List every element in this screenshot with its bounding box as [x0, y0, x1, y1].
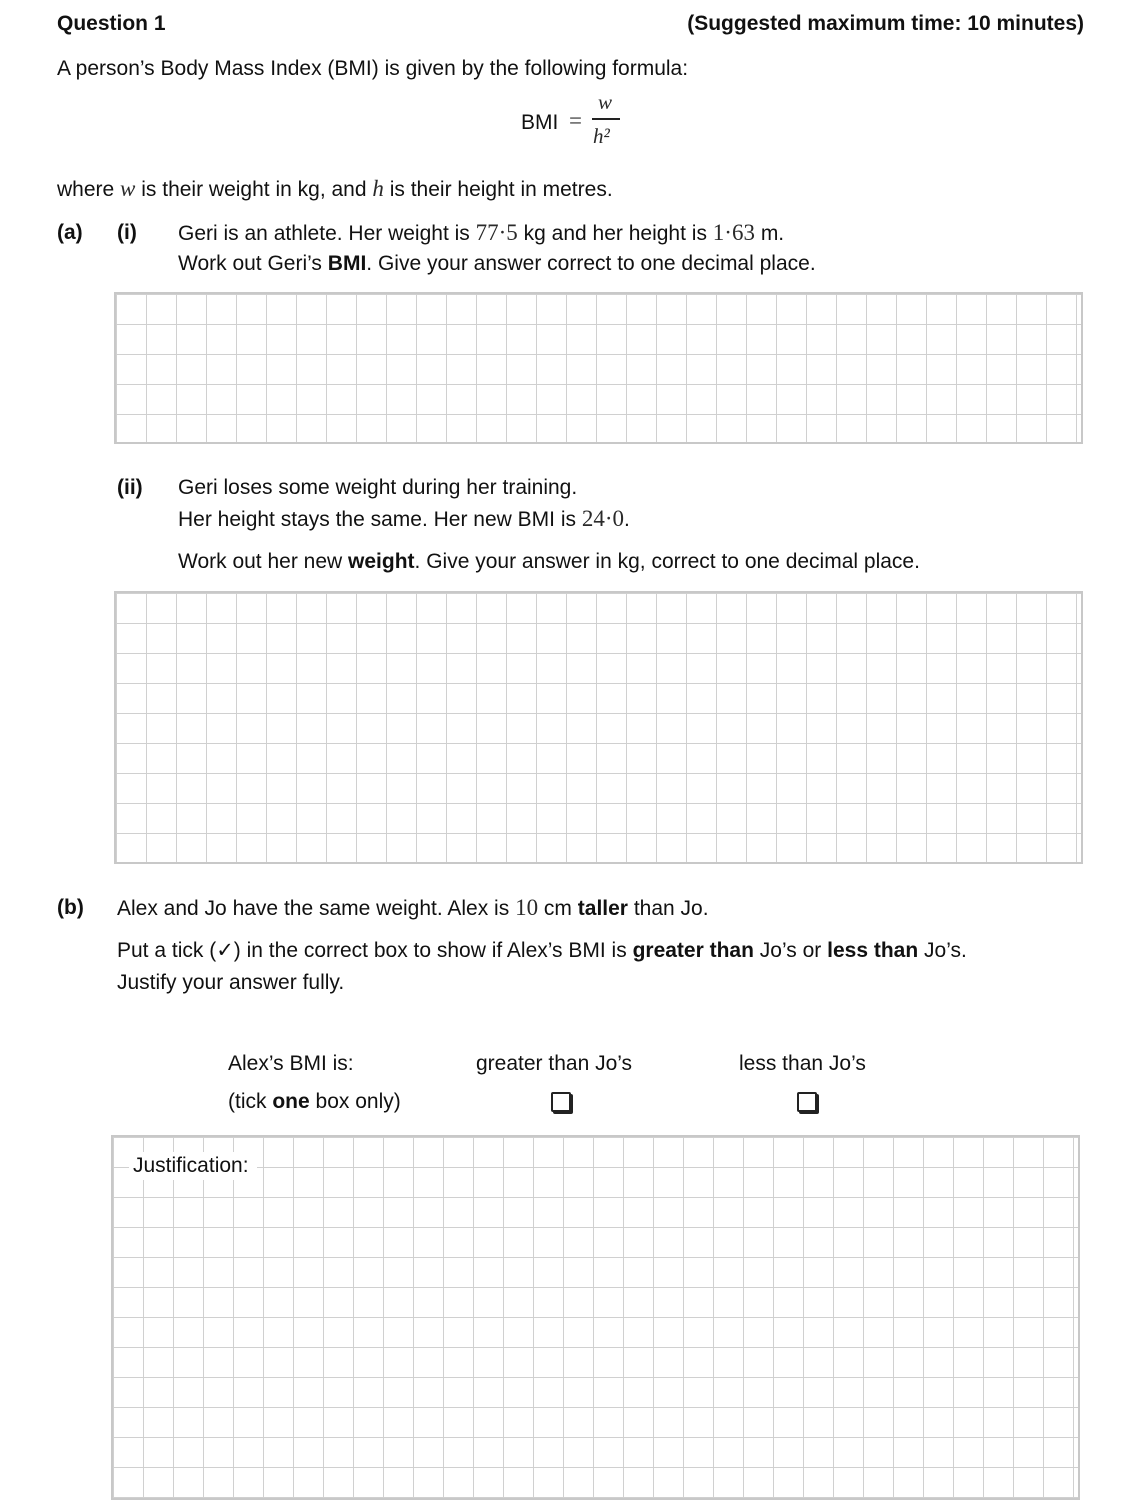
- time-note: (Suggested maximum time: 10 minutes): [687, 12, 1084, 35]
- less-than-checkbox[interactable]: [797, 1092, 817, 1112]
- var-h: h: [372, 176, 384, 201]
- height-diff-value: 10: [515, 895, 539, 920]
- tick-instruction: [228, 1090, 401, 1114]
- one-bold: one: [272, 1090, 310, 1113]
- part-b-line2: [117, 939, 967, 963]
- a-i-text-2: kg and her height is: [523, 222, 707, 245]
- height-value: 1·63: [712, 220, 755, 245]
- part-b-line1: [117, 895, 709, 921]
- part-b-line3: Justify your answer fully.: [117, 971, 345, 994]
- bmi-bold: BMI: [327, 252, 367, 275]
- answer-grid-a-ii[interactable]: [114, 591, 1083, 864]
- where-prefix: where: [57, 178, 115, 201]
- a-ii-text-1: Her height stays the same. Her new BMI is: [178, 508, 576, 531]
- part-a-ii-line2: [178, 506, 630, 532]
- formula-denominator: h²: [593, 124, 610, 148]
- a-ii-text-4: . Give your answer in kg, correct to one decimal place.: [414, 550, 920, 573]
- b-text-2: cm: [543, 897, 572, 920]
- greater-than-checkbox[interactable]: [551, 1092, 571, 1112]
- where-suffix: is their height in metres.: [389, 178, 613, 201]
- question-title: Question 1: [57, 12, 166, 35]
- answer-grid-a-i[interactable]: [114, 292, 1083, 444]
- variable-definition: [57, 176, 613, 202]
- intro-text: A person’s Body Mass Index (BMI) is given by the following formula:: [57, 57, 689, 80]
- a-i-text-5: . Give your answer correct to one decimal place.: [366, 252, 816, 275]
- new-bmi-value: 24·0: [581, 506, 625, 531]
- justification-label: Justification:: [133, 1154, 249, 1177]
- weight-value: 77·5: [475, 220, 518, 245]
- tick-text-2: box only): [315, 1090, 401, 1113]
- b-text-1: Alex and Jo have the same weight. Alex is: [117, 897, 510, 920]
- weight-bold: weight: [348, 550, 415, 573]
- greater-than-bold: greater than: [632, 939, 754, 962]
- less-than-bold: less than: [827, 939, 919, 962]
- taller-bold: taller: [577, 897, 628, 920]
- part-a-i-line2: [178, 252, 816, 276]
- formula-equals: =: [569, 108, 582, 133]
- part-a-i-line1: [178, 220, 784, 246]
- part-a-ii-label: (ii): [117, 476, 143, 499]
- part-a-i-label: (i): [117, 221, 137, 244]
- b-text-3: than Jo.: [633, 897, 709, 920]
- part-a-ii-line1: Geri loses some weight during her training.: [178, 476, 578, 499]
- a-i-text-3: m.: [760, 222, 785, 245]
- option-greater-label: greater than Jo’s: [476, 1052, 633, 1075]
- a-i-text-4: Work out Geri’s: [178, 252, 322, 275]
- a-ii-text-2: .: [624, 508, 630, 531]
- where-mid: is their weight in kg, and: [141, 178, 367, 201]
- part-b-label: (b): [57, 896, 84, 919]
- formula-lhs: BMI: [521, 111, 559, 134]
- var-w: w: [120, 176, 136, 201]
- b-text-4: Put a tick (✓) in the correct box to show if Alex’s BMI is: [117, 939, 627, 962]
- b-text-5: Jo’s or: [759, 939, 822, 962]
- bmi-label: Alex’s BMI is:: [228, 1052, 354, 1075]
- a-ii-text-3: Work out her new: [178, 550, 343, 573]
- formula-numerator: w: [598, 90, 613, 114]
- justification-label-box: [129, 1152, 257, 1180]
- part-a-ii-line3: [178, 550, 920, 574]
- justification-grid[interactable]: [111, 1135, 1080, 1500]
- a-i-text-1: Geri is an athlete. Her weight is: [178, 222, 470, 245]
- option-less-label: less than Jo’s: [739, 1052, 866, 1075]
- b-text-6: Jo’s.: [924, 939, 967, 962]
- part-a-label: (a): [57, 221, 83, 244]
- tick-text-1: (tick: [228, 1090, 267, 1113]
- fraction-bar: [592, 118, 620, 120]
